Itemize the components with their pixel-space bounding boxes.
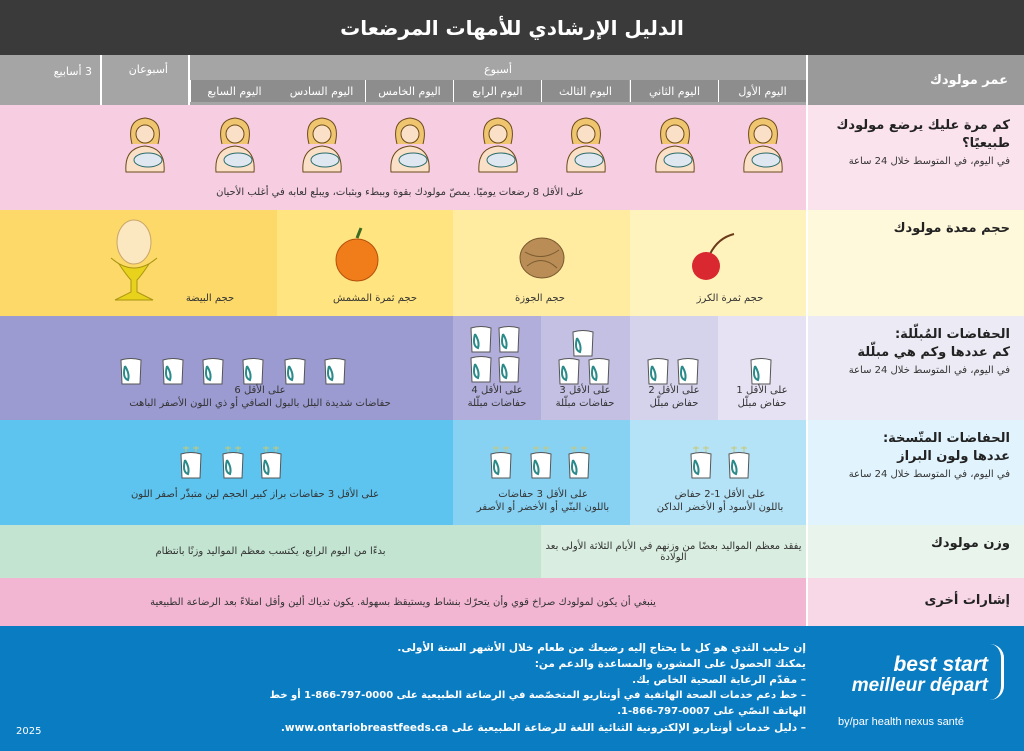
dirty-diaper-icon [566, 446, 592, 484]
breastfeeding-mother-icon [561, 114, 611, 178]
footer-line: – خط دعم خدمات الصحة الهاتفية في أونتاريو المتخصّصة في الرضاعة الطبيعية على 0000-797-866-1 أو خط الهاتف النصّي على 0007-797-866-1. [269, 690, 806, 717]
wet-caption-line: حفاض مبلّل [737, 398, 787, 409]
dirty-diaper-icon [528, 446, 554, 484]
wet-sub: في اليوم، في المتوسط خلال 24 ساعة [848, 365, 1010, 376]
health-nexus-logo: by/par health nexus santé [838, 716, 964, 728]
stomach-label-2: حجم الجوزة [515, 293, 565, 304]
other-signs-text: ينبغي أن يكون لمولودك صراخ قوي وأن يتحرّك بنشاط ويستيقظ بسهولة. يكون ثدياك ألين وأقل امتلاءً بعد الرضاعة الطبيعية [0, 578, 806, 626]
walnut-icon [515, 232, 569, 284]
wet-title-2: كم عددها وكم هي مبلّلة [857, 345, 1010, 360]
wet-caption-line: حفاضات مبلّلة [555, 398, 615, 409]
stool-caption-line: باللون الأسود أو الأخضر الداكن [656, 502, 784, 513]
dirty-diaper-icon [688, 446, 714, 484]
stool-caption-line: على الأقل 1-2 حفاض [674, 489, 766, 500]
header-day-2: اليوم الثاني [630, 80, 718, 102]
footer-text [246, 640, 806, 736]
footer-line: إن حليب الثدي هو كل ما يحتاج إليه رضيعك من طعام خلال الأشهر الستة الأولى. [397, 642, 806, 654]
breastfeeding-mother-icon [385, 114, 435, 178]
wet-caption-line: حفاضات مبلّلة [467, 398, 527, 409]
wet-caption-2 [634, 384, 714, 410]
wet-caption-line: على الأقل 2 [648, 385, 700, 396]
dirty-diaper-icon [220, 446, 246, 484]
wet-caption-1 [722, 384, 802, 410]
stool-caption-line: على الأقل 3 حفاضات براز كبير الحجم لين متبذّر أصفر اللون [130, 489, 380, 500]
breastfeeding-mother-icon [297, 114, 347, 178]
stool-title-2: عددها ولون البراز [897, 449, 1010, 464]
stool-caption-line: على الأقل 3 حفاضات [498, 489, 588, 500]
wet-caption-3 [545, 384, 625, 410]
breastfeeding-mother-icon [473, 114, 523, 178]
breastfeeding-mother-icon [210, 114, 260, 178]
stomach-label-4: حجم البيضة [185, 293, 235, 304]
header-day-4: اليوم الرابع [453, 80, 541, 102]
header-3-weeks: 3 أسابيع [0, 55, 100, 105]
stool-caption-3 [60, 488, 450, 501]
header-2-weeks: أسبوعان [100, 55, 190, 105]
best-start-logo [838, 654, 988, 696]
header-week: أسبوع [190, 55, 806, 105]
header-day-6: اليوم السادس [277, 80, 365, 102]
stool-label [808, 420, 1024, 525]
dirty-diaper-icon [258, 446, 284, 484]
wet-diaper-icon [496, 350, 522, 388]
wet-title: الحفاضات المُبلّلة: [894, 327, 1010, 342]
footer [0, 626, 1024, 751]
feeding-label [808, 105, 1024, 210]
weight-label [808, 525, 1024, 578]
header-label: عمر مولودك [808, 55, 1024, 105]
stool-title: الحفاضات المتّسخة: [882, 431, 1010, 446]
apricot-icon [333, 226, 381, 284]
stomach-label-1: حجم ثمرة الكرز [696, 293, 764, 304]
weight-title: وزن مولودك [930, 536, 1010, 551]
header-day-3: اليوم الثالث [541, 80, 629, 102]
stomach-title: حجم معدة مولودك [893, 221, 1010, 236]
stool-sub: في اليوم، في المتوسط خلال 24 ساعة [848, 469, 1010, 480]
stool-caption-2 [458, 488, 628, 514]
stool-caption-1 [640, 488, 800, 514]
page-title: الدليل الإرشادي للأمهات المرضعات [0, 0, 1024, 55]
other-label [808, 578, 1024, 626]
header-day-7: اليوم السابع [190, 80, 278, 102]
dirty-diaper-icon [726, 446, 752, 484]
wet-caption-line: على الأقل 6 [234, 385, 286, 396]
stomach-label [808, 210, 1024, 316]
header-day-5: اليوم الخامس [365, 80, 453, 102]
logo-bracket-icon [990, 644, 1004, 700]
dirty-diaper-icon [488, 446, 514, 484]
logo-line-1: best start [893, 653, 988, 676]
wet-caption-line: حفاض مبلّل [649, 398, 699, 409]
footer-line: – دليل خدمات أونتاريو الإلكترونية الثنائية اللغة للرضاعة الطبيعية على www.ontariobreastfeeds.ca. [280, 722, 806, 734]
footer-line: يمكنك الحصول على المشورة والمساعدة والدعم من: [534, 658, 806, 670]
feeding-title: كم مرة عليك يرضع مولودك طبيعيًا؟ [836, 118, 1010, 151]
weight-early: يفقد معظم المواليد بعضًا من وزنهم في الأيام الثلاثة الأولى بعد الولادة [541, 525, 806, 578]
wet-caption-line: على الأقل 1 [736, 385, 788, 396]
weight-later: بدءًا من اليوم الرابع، يكتسب معظم المواليد وزنًا بانتظام [0, 525, 541, 578]
wet-label [808, 316, 1024, 420]
feeding-text: على الأقل 8 رضعات يوميًا. يمصّ مولودك بقوة وببطء وبثبات، ويبلع لعابه في أغلب الأحيان [216, 187, 584, 198]
footer-line: – مقدّم الرعاية الصحية الخاص بك. [632, 674, 806, 686]
feeding-sub: في اليوم، في المتوسط خلال 24 ساعة [848, 156, 1010, 167]
wet-caption-4 [457, 384, 537, 410]
stomach-label-3: حجم ثمرة المشمش [332, 293, 418, 304]
cherry-icon [680, 232, 740, 284]
egg-icon [105, 218, 163, 306]
wet-caption-line: حفاضات شديدة البلل بالبول الصافي أو ذي اللون الأصفر الباهت [129, 398, 391, 409]
footer-year: 2025 [16, 726, 42, 737]
header-day-1: اليوم الأول [718, 80, 806, 102]
other-title: إشارات أخرى [924, 593, 1010, 608]
logo-line-2: meilleur départ [851, 675, 988, 696]
breastfeeding-mother-icon [650, 114, 700, 178]
breastfeeding-mother-icon [738, 114, 788, 178]
wet-caption-line: على الأقل 4 [471, 385, 523, 396]
wet-diaper-icon [468, 350, 494, 388]
stool-caption-line: باللون البنّي أو الأخضر أو الأصفر [476, 502, 610, 513]
breastfeeding-mother-icon [120, 114, 170, 178]
dirty-diaper-icon [178, 446, 204, 484]
wet-caption-line: على الأقل 3 [559, 385, 611, 396]
wet-caption-5 [60, 384, 460, 410]
